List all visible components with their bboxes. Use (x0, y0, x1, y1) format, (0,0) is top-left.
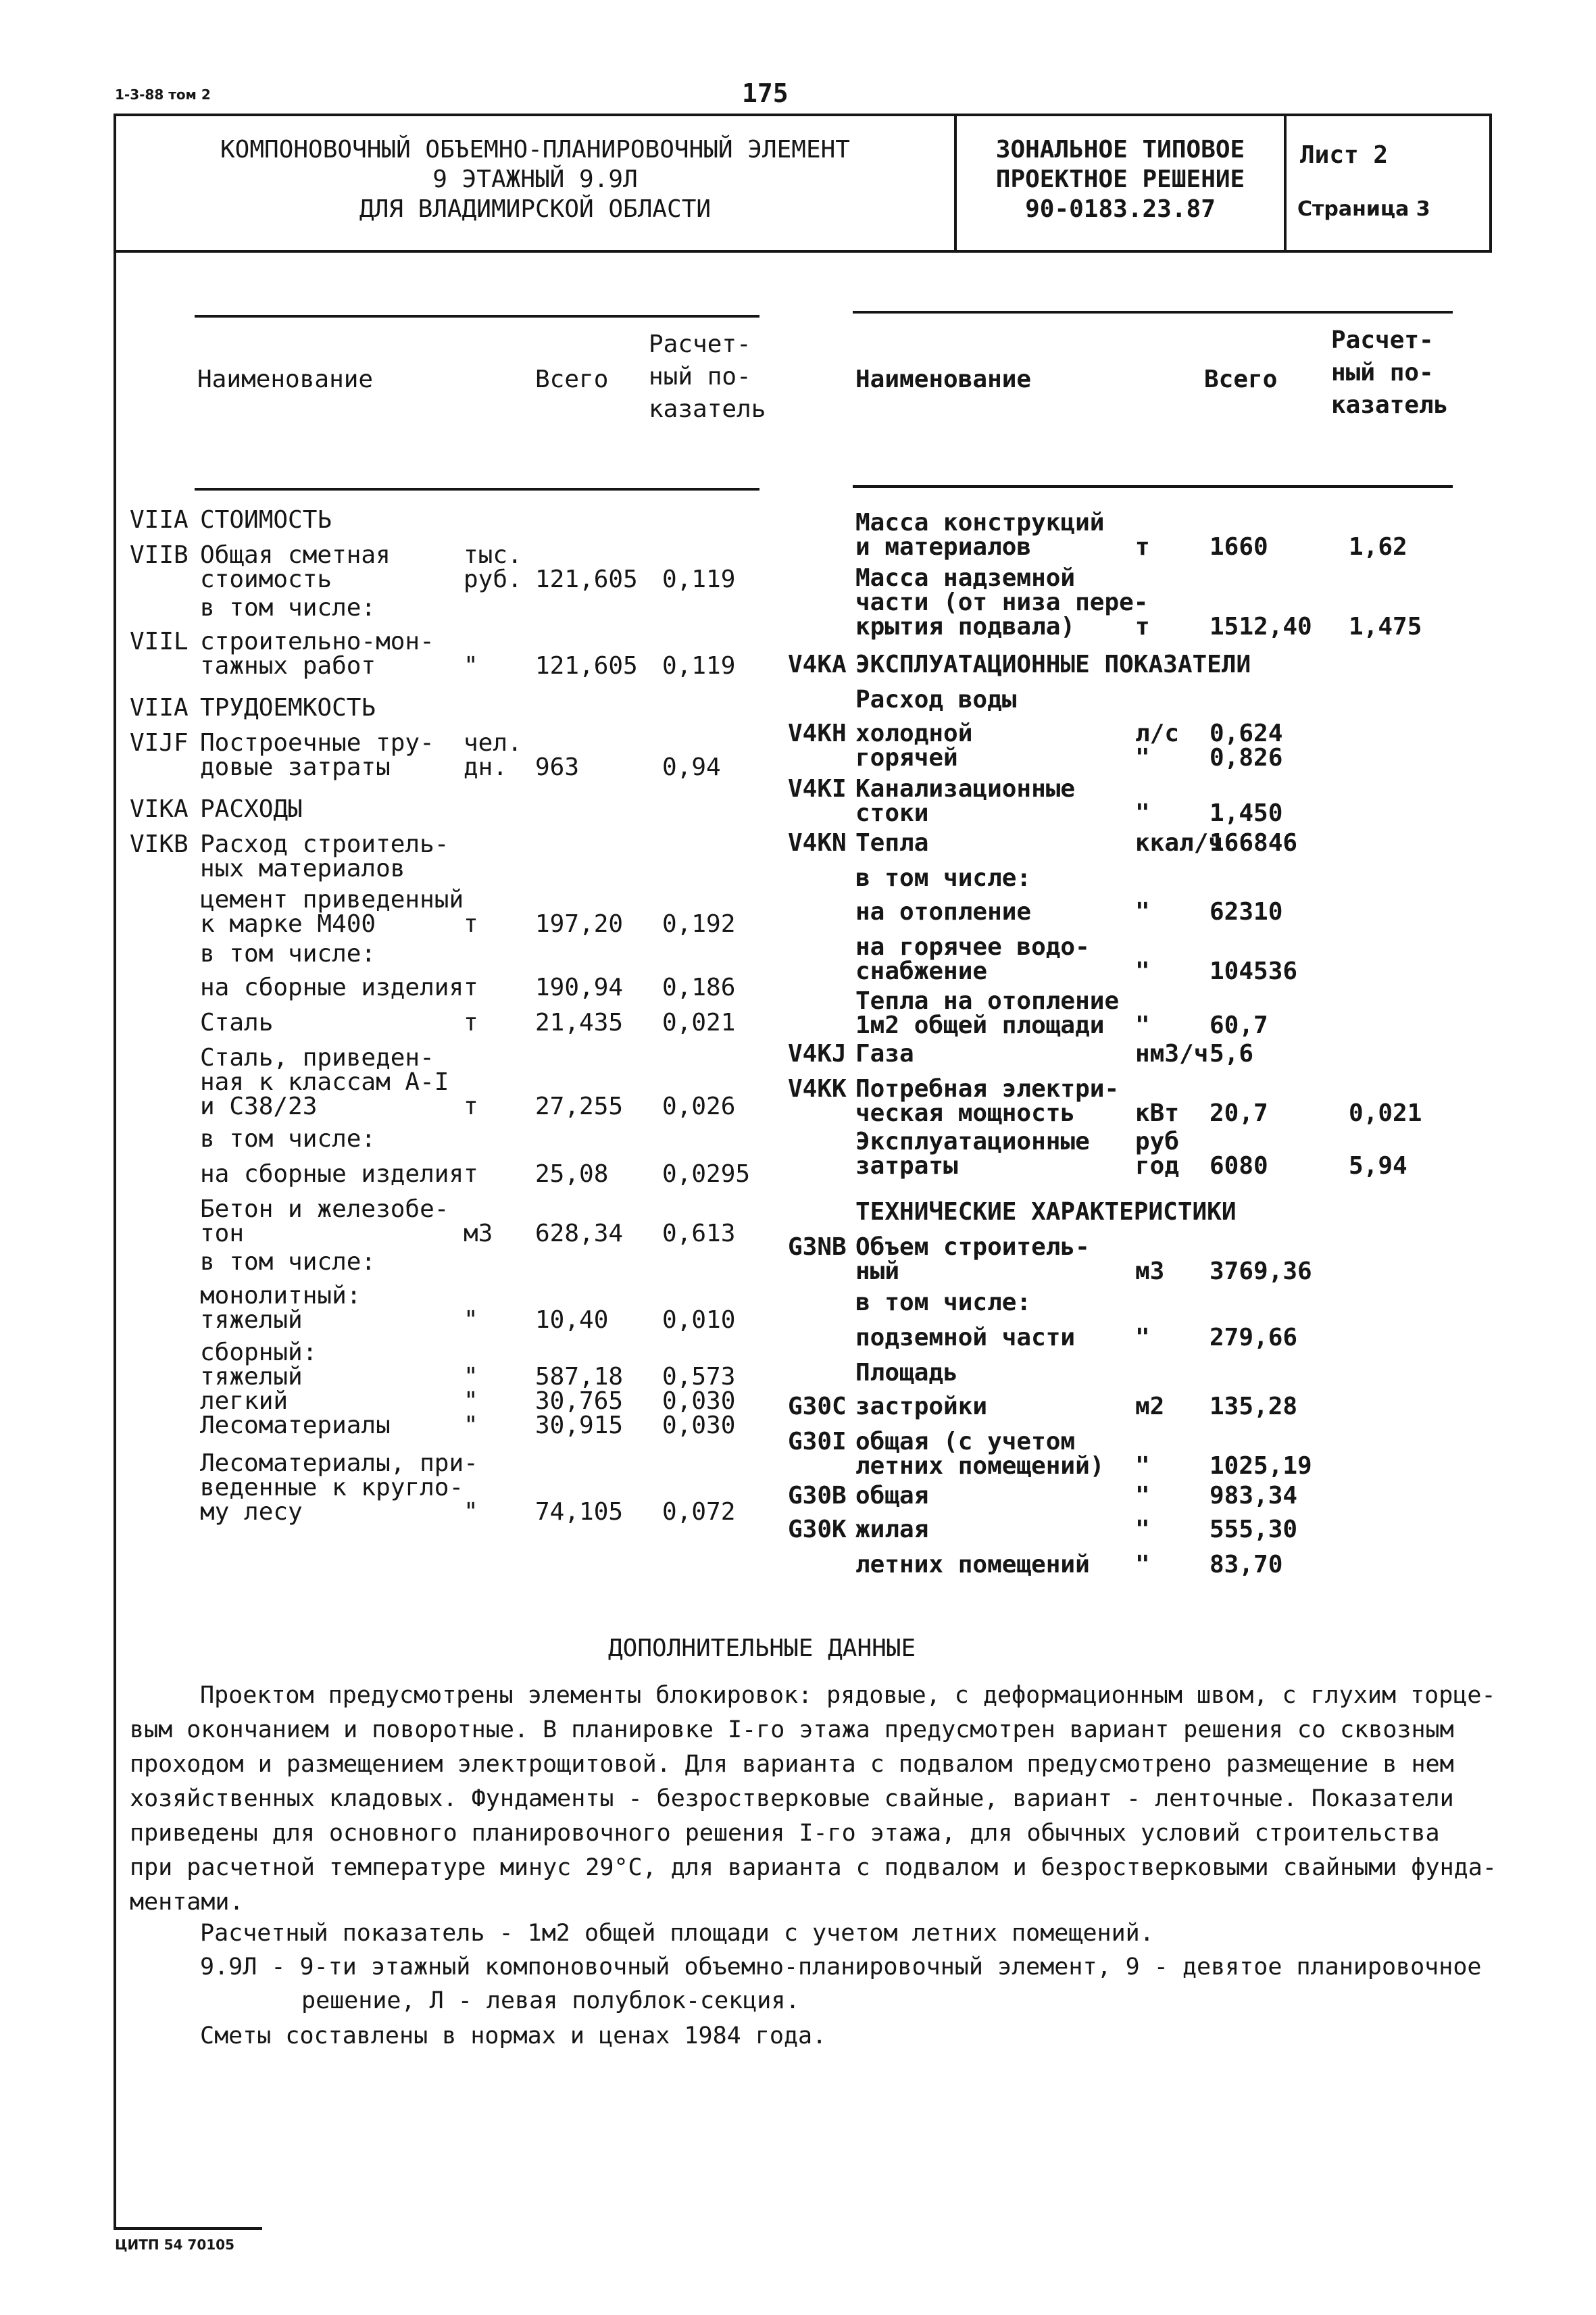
left-calc: 0,186 (662, 974, 736, 1001)
left-name-line: на сборные изделия (200, 974, 464, 1001)
right-name-line: затраты (855, 1152, 958, 1180)
right-unit: " (1135, 1551, 1150, 1578)
left-calc: 0,030 (662, 1412, 736, 1439)
left-unit: " (464, 652, 478, 680)
right-total: 104536 (1210, 957, 1298, 985)
right-total: 83,70 (1210, 1551, 1283, 1578)
right-code: V4KJ (788, 1040, 847, 1068)
left-header-calc-3: казатель (649, 395, 766, 423)
title-line-2: 9 ЭТАЖНЫЙ 9.9Л (432, 166, 638, 193)
left-unit: " (464, 1306, 478, 1334)
left-name-line: Общая сметная (200, 541, 391, 569)
paragraph-line: при расчетной температуре минус 29°С, для варианта с подвалом и безростверковыми свайными фунда- (130, 1854, 1497, 1881)
left-total: 121,605 (535, 566, 638, 593)
right-name-line: Масса конструкций (855, 509, 1105, 537)
right-unit: т (1135, 613, 1150, 641)
right-name-line: крытия подвала) (855, 613, 1076, 641)
left-name-line: легкий (200, 1387, 289, 1415)
right-name-line: Расход воды (855, 686, 1017, 714)
left-total: 10,40 (535, 1306, 609, 1334)
left-code: VIIL (130, 628, 189, 655)
left-name-line: цемент приведенный (200, 886, 464, 914)
right-name-line: ЭКСПЛУАТАЦИОННЫЕ ПОКАЗАТЕЛИ (855, 651, 1251, 678)
left-unit: чел. дн. (464, 729, 522, 781)
right-name-line: ТЕХНИЧЕСКИЕ ХАРАКТЕРИСТИКИ (855, 1198, 1237, 1226)
page-label: Страница 3 (1297, 197, 1430, 221)
left-calc: 0,072 (662, 1498, 736, 1526)
left-calc: 0,0295 (662, 1160, 751, 1188)
left-unit: т (464, 1093, 478, 1120)
right-name-line: части (от низа пере- (855, 589, 1149, 616)
right-unit: нм3/ч (1135, 1040, 1209, 1068)
left-total: 30,915 (535, 1412, 624, 1439)
right-name-line: Площадь (855, 1359, 958, 1387)
left-table-top-rule (195, 315, 759, 318)
left-name-line: тажных работ (200, 652, 376, 680)
left-name-line: довые затраты (200, 753, 391, 781)
right-header-calc-2: ный по- (1331, 359, 1434, 387)
right-name-line: застройки (855, 1393, 988, 1420)
right-code: G30C (788, 1393, 847, 1420)
left-total: 628,34 (535, 1220, 624, 1247)
right-unit: " (1135, 1012, 1150, 1039)
right-name-line: Газа (855, 1040, 914, 1068)
right-total: 1660 (1210, 533, 1268, 561)
left-name-line: стоимость (200, 566, 332, 593)
right-code: V4KA (788, 651, 847, 678)
left-header-name: Наименование (197, 366, 374, 393)
right-unit: ккал/ч (1135, 829, 1224, 857)
left-name-line: сборный: (200, 1339, 318, 1366)
left-unit: " (464, 1498, 478, 1526)
left-name-line: тяжелый (200, 1363, 303, 1391)
left-name-line: строительно-мон- (200, 628, 434, 655)
left-code: VIKB (130, 830, 189, 858)
left-calc: 0,192 (662, 910, 736, 938)
left-total: 197,20 (535, 910, 624, 938)
right-calc: 5,94 (1349, 1152, 1407, 1180)
middle-line-3: 90-0183.23.87 (1025, 195, 1216, 223)
right-name-line: подземной части (855, 1324, 1076, 1351)
left-total: 74,105 (535, 1498, 624, 1526)
left-code: VIJF (130, 729, 189, 757)
right-total: 555,30 (1210, 1516, 1298, 1543)
left-name-line: СТОИМОСТЬ (200, 506, 332, 534)
right-name-line: и материалов (855, 533, 1032, 561)
document-code: 1-3-88 том 2 (115, 86, 211, 103)
sheet-label: Лист 2 (1300, 141, 1389, 169)
left-total: 963 (535, 753, 580, 781)
left-calc: 0,026 (662, 1093, 736, 1120)
right-code: V4KH (788, 720, 847, 747)
left-name-line: ТРУДОЕМКОСТЬ (200, 694, 376, 722)
right-name-line: общая (855, 1482, 929, 1510)
right-unit: " (1135, 957, 1150, 985)
left-name-line: РАСХОДЫ (200, 795, 303, 823)
right-unit: " (1135, 1482, 1150, 1510)
right-name-line: Тепла (855, 829, 929, 857)
right-code: G30K (788, 1516, 847, 1543)
right-total: 6080 (1210, 1152, 1268, 1180)
right-total: 166846 (1210, 829, 1298, 857)
right-total: 62310 (1210, 898, 1283, 926)
right-code: G30I (788, 1428, 847, 1455)
right-code: V4KI (788, 775, 847, 803)
left-unit: т (464, 1160, 478, 1188)
right-name-line: в том числе: (855, 864, 1032, 892)
right-unit: т (1135, 533, 1150, 561)
left-name-line: му лесу (200, 1498, 303, 1526)
title-line-1: КОМПОНОВОЧНЫЙ ОБЪЕМНО-ПЛАНИРОВОЧНЫЙ ЭЛЕМЕНТ (220, 136, 850, 164)
right-calc: 1,62 (1349, 533, 1407, 561)
left-name-line: Построечные тру- (200, 729, 434, 757)
right-name-line: жилая (855, 1516, 929, 1543)
right-total: 1512,40 (1210, 613, 1312, 641)
left-name-line: тон (200, 1220, 245, 1247)
right-total: 1025,19 (1210, 1452, 1312, 1480)
left-unit: " (464, 1412, 478, 1439)
left-name-line: в том числе: (200, 940, 376, 968)
left-name-line: Сталь, приведен- (200, 1044, 434, 1072)
right-name-line: в том числе: (855, 1289, 1032, 1316)
right-name-line: Потребная электри- (855, 1075, 1120, 1103)
right-unit: л/с " (1135, 720, 1180, 772)
right-code: G30B (788, 1482, 847, 1510)
right-name-line: Тепла на отопление (855, 987, 1120, 1015)
paragraph-line: вым окончанием и поворотные. В планировке I-го этажа предусмотрен вариант решения со сквозным (130, 1716, 1454, 1743)
left-total: 121,605 (535, 652, 638, 680)
left-name-line: тяжелый (200, 1306, 303, 1334)
right-unit: " (1135, 898, 1150, 926)
right-unit: " (1135, 1516, 1150, 1543)
right-name-line: Канализационные (855, 775, 1076, 803)
note-calc-indicator: Расчетный показатель - 1м2 общей площади с учетом летних помещений. (200, 1920, 1154, 1947)
left-code: VIIA (130, 506, 189, 534)
paragraph-line: ментами. (130, 1889, 244, 1916)
left-name-line: Лесоматериалы, при- (200, 1449, 478, 1477)
paragraph-line: хозяйственных кладовых. Фундаменты - безростверковые свайные, вариант - ленточные. Показатели (130, 1785, 1454, 1812)
right-header-calc (1331, 324, 1448, 422)
left-name-line: Бетон и железобе- (200, 1195, 449, 1223)
left-name-line: монолитный: (200, 1282, 361, 1310)
right-total: 279,66 (1210, 1324, 1298, 1351)
right-header-total: Всего (1204, 366, 1278, 393)
left-name-line: в том числе: (200, 594, 376, 622)
title-line-3: ДЛЯ ВЛАДИМИРСКОЙ ОБЛАСТИ (359, 195, 712, 223)
paragraph-line: проходом и размещением электрощитовой. Для варианта с подвалом предусмотрено размещение в нем (130, 1751, 1454, 1778)
left-name-line: в том числе: (200, 1248, 376, 1276)
right-name-line: Масса надземной (855, 564, 1076, 592)
left-calc: 0,573 0,030 (662, 1363, 736, 1415)
left-name-line: на сборные изделия (200, 1160, 464, 1188)
note-code-line-1: 9.9Л - 9-ти этажный компоновочный объемно-планировочный элемент, 9 - девятое планировочное (200, 1953, 1482, 1981)
right-code: G3NB (788, 1233, 847, 1261)
left-name-line: и С38/23 (200, 1093, 318, 1120)
middle-line-1: ЗОНАЛЬНОЕ ТИПОВОЕ (995, 136, 1245, 164)
left-unit: м3 (464, 1220, 493, 1247)
right-name-line: горячей (855, 744, 958, 772)
left-calc: 0,613 (662, 1220, 736, 1247)
left-table-header-rule (195, 488, 759, 491)
left-name-line: веденные к кругло- (200, 1474, 464, 1501)
right-total: 20,7 (1210, 1099, 1268, 1127)
right-unit: м3 (1135, 1258, 1165, 1285)
left-calc: 0,021 (662, 1009, 736, 1037)
right-unit: " (1135, 799, 1150, 827)
left-unit: т (464, 910, 478, 938)
right-unit: руб год (1135, 1128, 1180, 1180)
left-code: VIIA (130, 694, 189, 722)
left-calc: 0,94 (662, 753, 721, 781)
left-calc: 0,119 (662, 566, 736, 593)
right-name-line: 1м2 общей площади (855, 1012, 1105, 1039)
right-unit: м2 (1135, 1393, 1165, 1420)
left-calc: 0,010 (662, 1306, 736, 1334)
title-block-middle (957, 135, 1284, 224)
right-table-header-rule (853, 485, 1453, 488)
left-name-line: ных материалов (200, 855, 405, 882)
page-left-border (114, 253, 116, 2227)
left-unit: " " (464, 1363, 478, 1415)
additional-heading: ДОПОЛНИТЕЛЬНЫЕ ДАННЫЕ (608, 1635, 916, 1662)
paragraph-line: Проектом предусмотрены элементы блокировок: рядовые, с деформационным швом, с глухим торце- (200, 1682, 1496, 1709)
right-name-line: летних помещений) (855, 1452, 1105, 1480)
note-code-line-2: решение, Л - левая полублок-секция. (301, 1987, 800, 2014)
left-name-line: Сталь (200, 1009, 274, 1037)
left-code: VIKA (130, 795, 189, 823)
right-name-line: на отопление (855, 898, 1032, 926)
right-name-line: Объем строитель- (855, 1233, 1090, 1261)
right-unit: " (1135, 1324, 1150, 1351)
left-total: 587,18 30,765 (535, 1363, 624, 1415)
left-name-line: Лесоматериалы (200, 1412, 391, 1439)
title-divider-2 (1284, 114, 1287, 253)
right-name-line: стоки (855, 799, 929, 827)
right-table-top-rule (853, 311, 1453, 314)
left-unit: т (464, 974, 478, 1001)
right-name-line: летних помещений (855, 1551, 1090, 1578)
right-total: 135,28 (1210, 1393, 1298, 1420)
footer-rule (114, 2227, 262, 2230)
right-name-line: ный (855, 1258, 900, 1285)
right-total: 1,450 (1210, 799, 1283, 827)
paragraph-line: приведены для основного планировочного решения I-го этажа, для обычных условий строительства (130, 1820, 1440, 1847)
left-header-total: Всего (535, 366, 609, 393)
left-total: 25,08 (535, 1160, 609, 1188)
right-unit: кВт (1135, 1099, 1180, 1127)
middle-line-2: ПРОЕКТНОЕ РЕШЕНИЕ (995, 166, 1245, 193)
left-calc: 0,119 (662, 652, 736, 680)
right-header-calc-1: Расчет- (1331, 326, 1434, 354)
title-block-main (116, 135, 954, 224)
left-unit: тыс. руб. (464, 541, 522, 593)
left-name-line: в том числе: (200, 1125, 376, 1153)
right-calc: 1,475 (1349, 613, 1422, 641)
right-total: 3769,36 (1210, 1258, 1312, 1285)
note-prices: Сметы составлены в нормах и ценах 1984 года. (200, 2022, 827, 2049)
right-code: V4KK (788, 1075, 847, 1103)
right-total: 60,7 (1210, 1012, 1268, 1039)
left-name-line: Расход строитель- (200, 830, 449, 858)
right-name-line: снабжение (855, 957, 988, 985)
left-total: 21,435 (535, 1009, 624, 1037)
left-name-line: к марке М400 (200, 910, 376, 938)
right-name-line: на горячее водо- (855, 933, 1090, 961)
right-name-line: холодной (855, 720, 973, 747)
right-calc: 0,021 (1349, 1099, 1422, 1127)
right-header-calc-3: казатель (1331, 391, 1449, 419)
footer-stamp: ЦИТП 54 70105 (115, 2237, 235, 2253)
right-total: 5,6 (1210, 1040, 1254, 1068)
left-header-calc-1: Расчет- (649, 330, 751, 358)
right-code: V4KN (788, 829, 847, 857)
left-total: 27,255 (535, 1093, 624, 1120)
right-header-name: Наименование (855, 366, 1032, 393)
left-name-line: ная к классам А-I (200, 1068, 449, 1096)
left-unit: т (464, 1009, 478, 1037)
right-name-line: общая (с учетом (855, 1428, 1076, 1455)
left-header-calc-2: ный по- (649, 363, 751, 391)
right-total: 0,624 0,826 (1210, 720, 1283, 772)
right-unit: " (1135, 1452, 1150, 1480)
right-total: 983,34 (1210, 1482, 1298, 1510)
left-total: 190,94 (535, 974, 624, 1001)
page-number: 175 (742, 78, 789, 108)
right-name-line: ческая мощность (855, 1099, 1076, 1127)
right-name-line: Эксплуатационные (855, 1128, 1090, 1155)
left-header-calc (649, 328, 766, 426)
left-code: VIIB (130, 541, 189, 569)
